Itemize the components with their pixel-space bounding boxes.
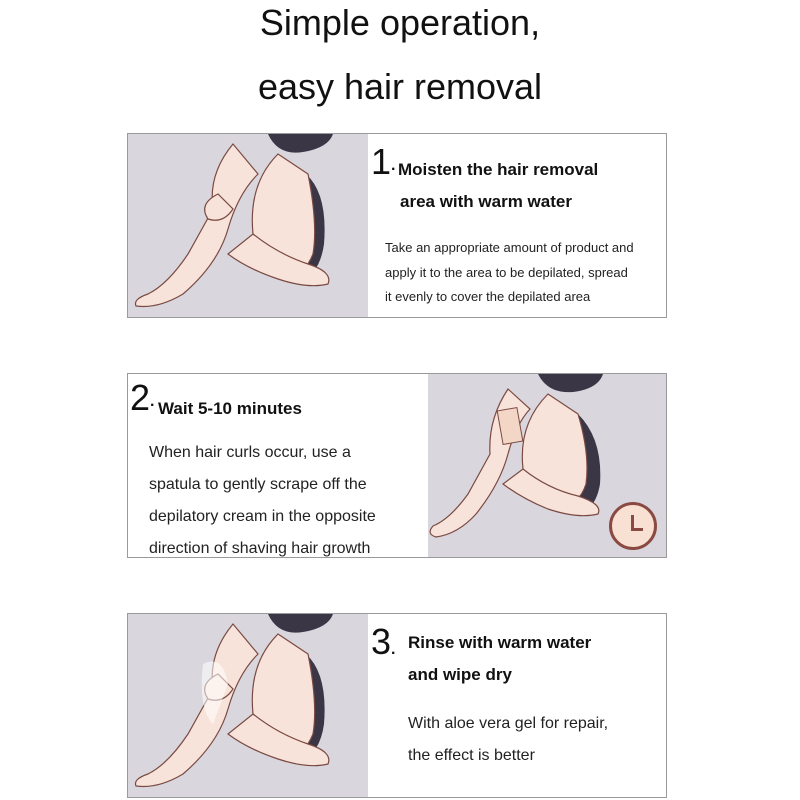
woman-rinsing-legs-illustration [128,614,368,798]
step-1-body-line-2: apply it to the area to be depilated, spread [385,265,628,280]
step-2-body-line-4: direction of shaving hair growth [149,540,371,557]
step-3-number: 3. [371,621,396,662]
step-2-heading: Wait 5-10 minutes [158,399,302,418]
step-2-number: 2· [130,377,156,418]
step-1-number: 1· [371,141,397,182]
step-2-body-line-3: depilatory cream in the opposite [149,508,376,525]
step-1-body-line-3: it evenly to cover the depilated area [385,289,591,304]
step-1-heading-line-1: Moisten the hair removal [398,160,599,179]
step-3-body-line-1: With aloe vera gel for repair, [408,715,609,732]
step-2-card [127,373,667,558]
step-1-card [127,133,667,318]
step-2-body-line-2: spatula to gently scrape off the [149,476,367,493]
step-3-heading-line-2: and wipe dry [408,665,512,684]
step-1-heading-line-2: area with warm water [400,192,572,211]
clock-icon [609,502,657,550]
step-3-body-line-2: the effect is better [408,747,535,764]
title-line-2: easy hair removal [257,66,543,107]
step-3-card [127,613,667,798]
step-2-body-line-1: When hair curls occur, use a [149,444,351,461]
step-3-heading-line-1: Rinse with warm water [408,633,592,652]
title-line-1: Simple operation, [259,2,541,43]
step-1-body-line-1: Take an appropriate amount of product and [385,240,634,255]
woman-applying-cream-illustration [128,134,368,318]
